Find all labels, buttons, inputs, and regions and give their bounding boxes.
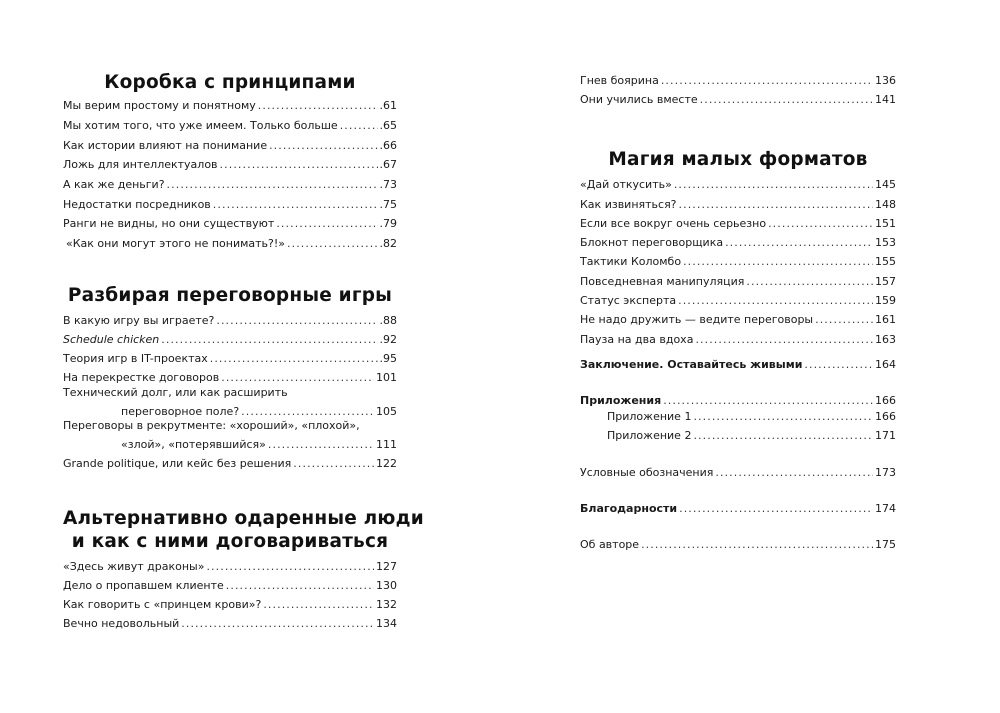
leader-dots — [226, 579, 374, 593]
leader-dots — [715, 466, 873, 480]
toc-entry-conclusion[interactable] — [580, 358, 896, 372]
toc-entry[interactable] — [580, 217, 896, 231]
section-heading-line2: и как с ними договариваться — [71, 531, 389, 552]
page-number: 127 — [376, 560, 397, 573]
page-number: .92 — [379, 333, 397, 346]
page-number: 122 — [376, 457, 397, 470]
leader-dots — [268, 438, 374, 452]
entry-label-line1: Технический долг, или как расширить — [63, 386, 288, 399]
toc-entry[interactable] — [66, 237, 397, 251]
section-heading: Магия малых форматов — [608, 149, 868, 170]
page-number: .75 — [379, 198, 397, 211]
toc-entry[interactable] — [580, 178, 896, 192]
leader-dots — [746, 275, 873, 289]
toc-entry[interactable] — [63, 217, 397, 231]
leader-dots — [269, 139, 377, 153]
page-number: 155 — [875, 255, 896, 268]
leader-dots — [221, 371, 374, 385]
page-number: 153 — [875, 236, 896, 249]
page-number: 173 — [875, 466, 896, 479]
toc-entry[interactable] — [63, 560, 397, 574]
leader-dots — [815, 313, 873, 327]
leader-dots — [258, 99, 378, 113]
entry-label: «Как они могут этого не понимать?!» — [66, 237, 286, 250]
leader-dots — [695, 333, 873, 347]
entry-label: Тактики Коломбо — [580, 255, 682, 268]
entry-label: Как истории влияют на понимание — [63, 139, 268, 152]
toc-entry-appendix-2[interactable] — [607, 429, 896, 443]
page-number: .66 — [379, 139, 397, 152]
leader-dots — [210, 352, 378, 366]
page-number: 171 — [875, 429, 896, 442]
leader-dots — [241, 405, 374, 419]
entry-label: Благодарности — [580, 502, 678, 515]
entry-label: Ложь для интеллектуалов — [63, 158, 218, 171]
entry-label: «Здесь живут драконы» — [63, 560, 205, 573]
entry-label: Гнев боярина — [580, 74, 659, 87]
toc-entry[interactable] — [63, 139, 397, 153]
leader-dots — [293, 457, 374, 471]
page-number: 151 — [875, 217, 896, 230]
page-number: .88 — [379, 314, 397, 327]
toc-entry[interactable] — [63, 178, 397, 192]
page-number: .65 — [379, 119, 397, 132]
toc-entry-appendix-1[interactable] — [607, 410, 896, 424]
leader-dots — [213, 198, 378, 212]
page-number: .82 — [379, 237, 397, 250]
entry-label: Повседневная манипуляция — [580, 275, 745, 288]
toc-entry[interactable] — [580, 275, 896, 289]
page-number: 164 — [875, 358, 896, 371]
leader-dots — [161, 333, 377, 347]
entry-label: Как говорить с «принцем крови»? — [63, 598, 262, 611]
leader-dots — [181, 617, 374, 631]
toc-entry[interactable] — [63, 457, 397, 471]
page-number: 166 — [875, 394, 896, 407]
leader-dots — [287, 237, 377, 251]
right-page — [500, 0, 1000, 713]
toc-entry[interactable] — [580, 236, 896, 250]
page-number: 166 — [875, 410, 896, 423]
entry-label: Дело о пропавшем клиенте — [63, 579, 224, 592]
toc-entry[interactable] — [63, 371, 397, 385]
toc-entry[interactable] — [63, 158, 397, 172]
page-number: .95 — [379, 352, 397, 365]
entry-label: Приложения — [580, 394, 662, 407]
entry-label: Вечно недовольный — [63, 617, 180, 630]
leader-dots — [674, 178, 873, 192]
leader-dots — [167, 178, 378, 192]
leader-dots — [641, 538, 873, 552]
page-number: 101 — [376, 371, 397, 384]
page-number: 148 — [875, 198, 896, 211]
page-number: 132 — [376, 598, 397, 611]
entry-label: Заключение. Оставайтесь живыми — [580, 358, 803, 371]
toc-entry[interactable] — [121, 405, 397, 419]
toc-entry[interactable] — [121, 438, 397, 452]
entry-label: Пауза на два вдоха — [580, 333, 694, 346]
toc-entry[interactable] — [63, 99, 397, 113]
toc-entry[interactable] — [580, 74, 896, 88]
leader-dots — [206, 560, 374, 574]
page-number: .73 — [379, 178, 397, 191]
leader-dots — [693, 410, 873, 424]
entry-label: Grande politique, или кейс без решения — [63, 457, 292, 470]
page-number: 157 — [875, 275, 896, 288]
leader-dots — [679, 502, 873, 516]
page-number: .61 — [379, 99, 397, 112]
page-number: 145 — [875, 178, 896, 191]
page-number: .67 — [379, 158, 397, 171]
section-heading: Альтернативно одаренные люди — [63, 508, 424, 529]
leader-dots — [679, 198, 873, 212]
page-number: 111 — [376, 438, 397, 451]
entry-label: Ранги не видны, но они существуют — [63, 217, 275, 230]
toc-entry[interactable] — [580, 198, 896, 212]
leader-dots — [220, 158, 378, 172]
entry-label: Условные обозначения — [580, 466, 714, 479]
leader-dots — [276, 217, 377, 231]
toc-entry-appendices[interactable] — [580, 394, 896, 408]
entry-label: Они учились вместе — [580, 93, 698, 106]
page-number: 174 — [875, 502, 896, 515]
toc-entry[interactable] — [63, 579, 397, 593]
leader-dots — [725, 236, 873, 250]
page-number: 175 — [875, 538, 896, 551]
entry-label: Не надо дружить — ведите переговоры — [580, 313, 814, 326]
entry-label: Приложение 1 — [607, 410, 692, 423]
entry-label: Мы верим простому и понятному — [63, 99, 256, 112]
toc-entry[interactable] — [63, 314, 397, 328]
page-number: 141 — [875, 93, 896, 106]
page-number: .79 — [379, 217, 397, 230]
toc-entry-legend[interactable] — [580, 466, 896, 480]
toc-entry[interactable] — [63, 119, 397, 133]
page-number: 159 — [875, 294, 896, 307]
toc-entry[interactable] — [63, 333, 397, 347]
entry-label: На перекрестке договоров — [63, 371, 220, 384]
toc-entry[interactable] — [580, 333, 896, 347]
leader-dots — [216, 314, 377, 328]
entry-label: Schedule chicken — [63, 333, 160, 346]
leader-dots — [683, 255, 873, 269]
leader-dots — [768, 217, 873, 231]
entry-label: «злой», «потерявшийся» — [121, 438, 266, 451]
leader-dots — [700, 93, 873, 107]
page-number: 105 — [376, 405, 397, 418]
leader-dots — [661, 74, 873, 88]
page-number: 136 — [875, 74, 896, 87]
entry-label: Об авторе — [580, 538, 640, 551]
toc-entry-about[interactable] — [580, 538, 896, 552]
toc-entry[interactable] — [63, 598, 397, 612]
entry-label: А как же деньги? — [63, 178, 165, 191]
entry-label: «Дай откусить» — [580, 178, 672, 191]
entry-label: Статус эксперта — [580, 294, 677, 307]
entry-label: В какую игру вы играете? — [63, 314, 215, 327]
page-number: 130 — [376, 579, 397, 592]
leader-dots — [678, 294, 873, 308]
section-heading: Коробка с принципами — [104, 72, 356, 93]
entry-label: Теория игр в IT-проектах — [63, 352, 208, 365]
entry-label: Мы хотим того, что уже имеем. Только больше — [63, 119, 338, 132]
page-number: 134 — [376, 617, 397, 630]
toc-entry[interactable] — [580, 255, 896, 269]
entry-label: Если все вокруг очень серьезно — [580, 217, 767, 230]
toc-entry-thanks[interactable] — [580, 502, 896, 516]
entry-label: Приложение 2 — [607, 429, 692, 442]
entry-label: Блокнот переговорщика — [580, 236, 724, 249]
leader-dots — [663, 394, 873, 408]
toc-entry[interactable] — [63, 198, 397, 212]
entry-label: Недостатки посредников — [63, 198, 211, 211]
toc-entry[interactable] — [63, 617, 397, 631]
toc-entry[interactable] — [580, 313, 896, 327]
toc-entry[interactable] — [63, 352, 397, 366]
entry-label-line1: Переговоры в рекрутменте: «хороший», «плохой», — [63, 419, 360, 432]
page-number: 163 — [875, 333, 896, 346]
leader-dots — [804, 358, 873, 372]
entry-label: переговорное поле? — [121, 405, 240, 418]
page-number: 161 — [875, 313, 896, 326]
toc-entry[interactable] — [580, 93, 896, 107]
toc-entry[interactable] — [580, 294, 896, 308]
leader-dots — [340, 119, 378, 133]
entry-label: Как извиняться? — [580, 198, 677, 211]
leader-dots — [693, 429, 873, 443]
leader-dots — [263, 598, 374, 612]
section-heading: Разбирая переговорные игры — [67, 285, 393, 306]
